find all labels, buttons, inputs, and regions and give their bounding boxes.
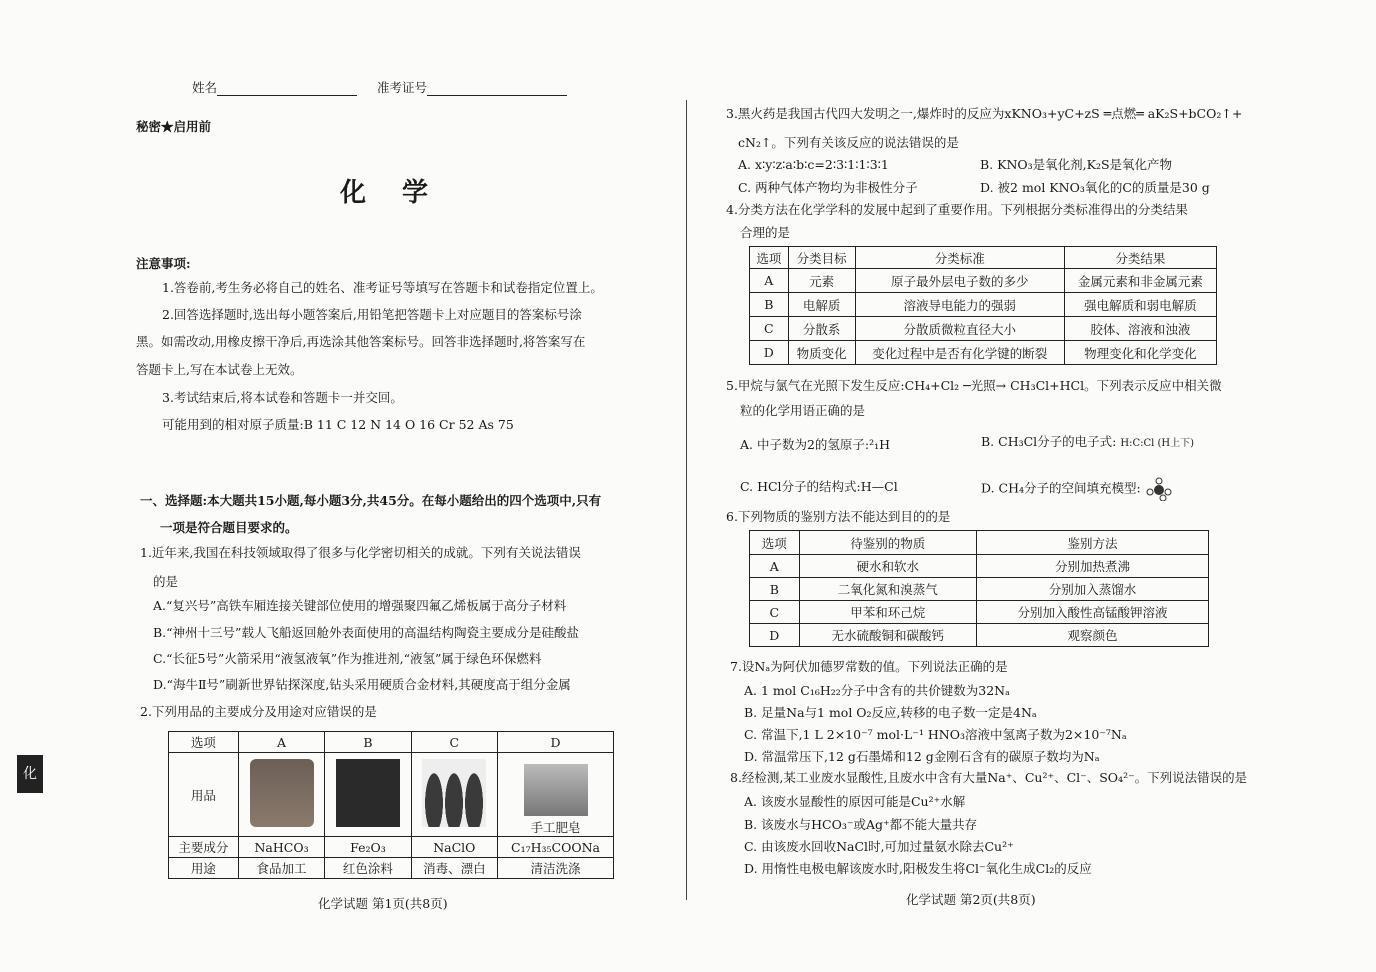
q6-head-method: 鉴别方法 xyxy=(976,531,1208,555)
atomic-masses: 可能用到的相对原子质量:B 11 C 12 N 14 O 16 Cr 52 As 75 xyxy=(162,417,514,432)
section1-line1: 一、选择题:本大题共15小题,每小题3分,共45分。在每小题给出的四个选项中,只有 xyxy=(140,493,602,508)
q7-option-d: D. 常温常压下,12 g石墨烯和12 g金刚石含有的碳原子数均为Nₐ xyxy=(744,749,1100,764)
q3-option-b: B. KNO₃是氧化剂,K₂S是氧化产物 xyxy=(980,157,1173,172)
q5-option-c: C. HCl分子的结构式:H—Cl xyxy=(740,479,898,494)
q4-cell: 溶液导电能力的强弱 xyxy=(855,293,1064,317)
electron-formula: H:C:Cl (H上下) xyxy=(1120,438,1195,449)
soap-image xyxy=(524,764,588,816)
red-pigment-image xyxy=(336,759,400,827)
q4-cell: 胶体、溶液和浊液 xyxy=(1064,317,1216,341)
q4-cell: 变化过程中是否有化学键的断裂 xyxy=(855,341,1064,365)
q6-cell: 分别加入酸性高锰酸钾溶液 xyxy=(976,601,1208,624)
q6-cell: 无水硫酸铜和碳酸钙 xyxy=(799,624,976,647)
q6-head-substances: 待鉴别的物质 xyxy=(799,531,976,555)
q5-option-a: A. 中子数为2的氢原子:²₁H xyxy=(740,437,891,452)
q4-cell: 物理变化和化学变化 xyxy=(1064,341,1216,365)
table-row xyxy=(750,624,1209,647)
table-row xyxy=(750,269,1217,293)
q1-option-d: D.“海牛Ⅱ号”刷新世界钻探深度,钻头采用硬质合金材料,其硬度高于组分金属 xyxy=(153,677,571,692)
q4-cell: B xyxy=(750,293,789,317)
note-2a: 2.回答选择题时,选出每小题答案后,用铅笔把答题卡上对应题目的答案标号涂 xyxy=(162,307,582,322)
q1-option-a: A.“复兴号”高铁车厢连接关键部位使用的增强聚四氟乙烯板属于高分子材料 xyxy=(153,598,567,613)
q2-image-a xyxy=(238,753,324,837)
q4-head-option: 选项 xyxy=(750,247,789,269)
table-row xyxy=(750,293,1217,317)
q2-comp-b: Fe₂O₃ xyxy=(325,837,411,858)
q3-stem-2: cN₂↑。下列有关该反应的说法错误的是 xyxy=(738,135,959,150)
q7-option-b: B. 足量Na与1 mol O₂反应,转移的电子数一定是4Nₐ xyxy=(744,705,1037,720)
q7-option-c: C. 常温下,1 L 2×10⁻⁷ mol·L⁻¹ HNO₃溶液中氢离子数为2×10⁻⁷Nₐ xyxy=(744,727,1127,742)
q4-head-standard: 分类标准 xyxy=(855,247,1064,269)
subject-tab: 化 xyxy=(17,755,43,793)
q4-head-result: 分类结果 xyxy=(1064,247,1216,269)
name-field xyxy=(192,80,567,96)
q4-cell: 分散质微粒直径大小 xyxy=(855,317,1064,341)
name-blank xyxy=(217,81,357,96)
q2-head-b: B xyxy=(325,732,411,753)
q7-stem: 7.设Nₐ为阿伏加德罗常数的值。下列说法正确的是 xyxy=(730,659,1008,674)
q2-use-a: 食品加工 xyxy=(238,858,324,879)
q4-head-target: 分类目标 xyxy=(788,247,855,269)
q4-stem-1: 4.分类方法在化学学科的发展中起到了重要作用。下列根据分类标准得出的分类结果 xyxy=(726,202,1188,217)
q5-option-d xyxy=(981,477,1173,501)
table-row xyxy=(750,317,1217,341)
q6-cell: 分别加入蒸馏水 xyxy=(976,578,1208,601)
q4-cell: A xyxy=(750,269,789,293)
note-2b: 黑。如需改动,用橡皮擦干净后,再选涂其他答案标号。回答非选择题时,将答案写在 xyxy=(136,334,586,349)
q2-comp-d: C₁₇H₃₅COONa xyxy=(498,837,614,858)
q2-image-b xyxy=(325,753,411,837)
q3-option-a: A. x∶y∶z∶a∶b∶c=2∶3∶1∶1∶3∶1 xyxy=(738,157,889,172)
methane-model-icon xyxy=(1145,477,1173,501)
exam-no-label: 准考证号 xyxy=(376,80,427,95)
q1-stem-1: 1.近年来,我国在科技领域取得了很多与化学密切相关的成就。下列有关说法错误 xyxy=(140,545,581,560)
q4-stem-2: 合理的是 xyxy=(740,225,791,240)
q8-option-d: D. 用惰性电极电解该废水时,阳极发生将Cl⁻氧化生成Cl₂的反应 xyxy=(744,861,1092,876)
q5-stem-1: 5.甲烷与氯气在光照下发生反应:CH₄+Cl₂ ─光照→ CH₃Cl+HCl。下列表示反应中相关微 xyxy=(726,378,1222,393)
note-2c: 答题卡上,写在本试卷上无效。 xyxy=(136,362,303,377)
section1-line2: 一项是符合题目要求的。 xyxy=(160,520,298,535)
q6-cell: A xyxy=(750,555,800,578)
q8-option-b: B. 该废水与HCO₃⁻或Ag⁺都不能大量共存 xyxy=(744,817,978,832)
q6-cell: D xyxy=(750,624,800,647)
q8-option-a: A. 该废水显酸性的原因可能是Cu²⁺水解 xyxy=(744,794,966,809)
note-1: 1.答卷前,考生务必将自己的姓名、准考证号等填写在答题卡和试卷指定位置上。 xyxy=(162,280,603,295)
q4-cell: 强电解质和弱电解质 xyxy=(1064,293,1216,317)
q3-stem-1: 3.黑火药是我国古代四大发明之一,爆炸时的反应为xKNO₃+yC+zS ═点燃═ aK₂S+bCO₂↑+ xyxy=(726,106,1243,121)
q4-cell: 原子最外层电子数的多少 xyxy=(855,269,1064,293)
q1-option-b: B.“神州十三号”载人飞船返回舱外表面使用的高温结构陶瓷主要成分是硅酸盐 xyxy=(153,625,579,640)
q4-cell: 元素 xyxy=(788,269,855,293)
q2-use-b: 红色涂料 xyxy=(325,858,411,879)
q3-option-c: C. 两种气体产物均为非极性分子 xyxy=(738,180,918,195)
q5-option-b xyxy=(981,434,1194,452)
q6-head-option: 选项 xyxy=(750,531,800,555)
soap-label: 手工肥皂 xyxy=(530,820,581,835)
q2-head-a: A xyxy=(238,732,324,753)
q6-cell: 二氧化氮和溴蒸气 xyxy=(799,578,976,601)
q6-cell: 观察颜色 xyxy=(976,624,1208,647)
footer-right: 化学试题 第2页(共8页) xyxy=(906,892,1036,907)
table-row xyxy=(750,578,1209,601)
q6-cell: C xyxy=(750,601,800,624)
confidential-mark: 秘密★启用前 xyxy=(136,119,212,134)
q4-cell: 分散系 xyxy=(788,317,855,341)
q2-table xyxy=(168,731,614,879)
q2-use-d: 清洁洗涤 xyxy=(498,858,614,879)
q6-cell: 硬水和软水 xyxy=(799,555,976,578)
q2-image-c xyxy=(411,753,497,837)
q5-option-b-text: B. CH₃Cl分子的电子式: xyxy=(981,434,1117,449)
q2-head-c: C xyxy=(411,732,497,753)
q1-stem-2: 的是 xyxy=(153,574,179,589)
q2-row-item-label: 用品 xyxy=(169,753,239,837)
q6-stem: 6.下列物质的鉴别方法不能达到目的的是 xyxy=(726,509,951,524)
q2-head-d: D xyxy=(498,732,614,753)
exam-no-blank xyxy=(427,81,567,96)
q1-option-c: C.“长征5号”火箭采用“液氢液氧”作为推进剂,“液氢”属于绿色环保燃料 xyxy=(153,651,542,666)
q2-comp-c: NaClO xyxy=(411,837,497,858)
q4-cell: 电解质 xyxy=(788,293,855,317)
q7-option-a: A. 1 mol C₁₆H₂₂分子中含有的共价键数为32Nₐ xyxy=(744,683,1010,698)
q2-stem: 2.下列用品的主要成分及用途对应错误的是 xyxy=(140,704,377,719)
q3-option-d: D. 被2 mol KNO₃氧化的C的质量是30 g xyxy=(980,180,1210,195)
q4-cell: 金属元素和非金属元素 xyxy=(1064,269,1216,293)
q2-comp-a: NaHCO₃ xyxy=(238,837,324,858)
footer-left: 化学试题 第1页(共8页) xyxy=(318,896,448,911)
q4-cell: C xyxy=(750,317,789,341)
q4-table xyxy=(749,246,1217,365)
q5-option-d-text: D. CH₄分子的空间填充模型: xyxy=(981,480,1141,496)
bleach-bottles-image xyxy=(422,759,486,827)
q8-stem: 8.经检测,某工业废水显酸性,且废水中含有大量Na⁺、Cu²⁺、Cl⁻、SO₄²⁻。下列说法错误的是 xyxy=(730,770,1248,785)
page-divider xyxy=(686,100,687,900)
note-3: 3.考试结束后,将本试卷和答题卡一并交回。 xyxy=(162,390,403,405)
baking-soda-bag-image xyxy=(250,759,314,827)
page-title: 化学 xyxy=(340,178,465,208)
name-label: 姓名 xyxy=(192,80,218,95)
table-row xyxy=(750,341,1217,365)
q6-cell: 甲苯和环己烷 xyxy=(799,601,976,624)
q8-option-c: C. 由该废水回收NaCl时,可加过量氨水除去Cu²⁺ xyxy=(744,839,1014,854)
table-row xyxy=(750,601,1209,624)
q2-use-c: 消毒、漂白 xyxy=(411,858,497,879)
q6-table xyxy=(749,530,1209,647)
q6-cell: 分别加热煮沸 xyxy=(976,555,1208,578)
q5-stem-2: 粒的化学用语正确的是 xyxy=(740,403,866,418)
table-row xyxy=(750,555,1209,578)
q2-image-d xyxy=(498,753,614,837)
q4-cell: 物质变化 xyxy=(788,341,855,365)
q2-row-use-label: 用途 xyxy=(169,858,239,879)
q6-cell: B xyxy=(750,578,800,601)
q2-row-comp-label: 主要成分 xyxy=(169,837,239,858)
q4-cell: D xyxy=(750,341,789,365)
q2-head-option: 选项 xyxy=(169,732,239,753)
notes-heading: 注意事项: xyxy=(136,256,191,271)
